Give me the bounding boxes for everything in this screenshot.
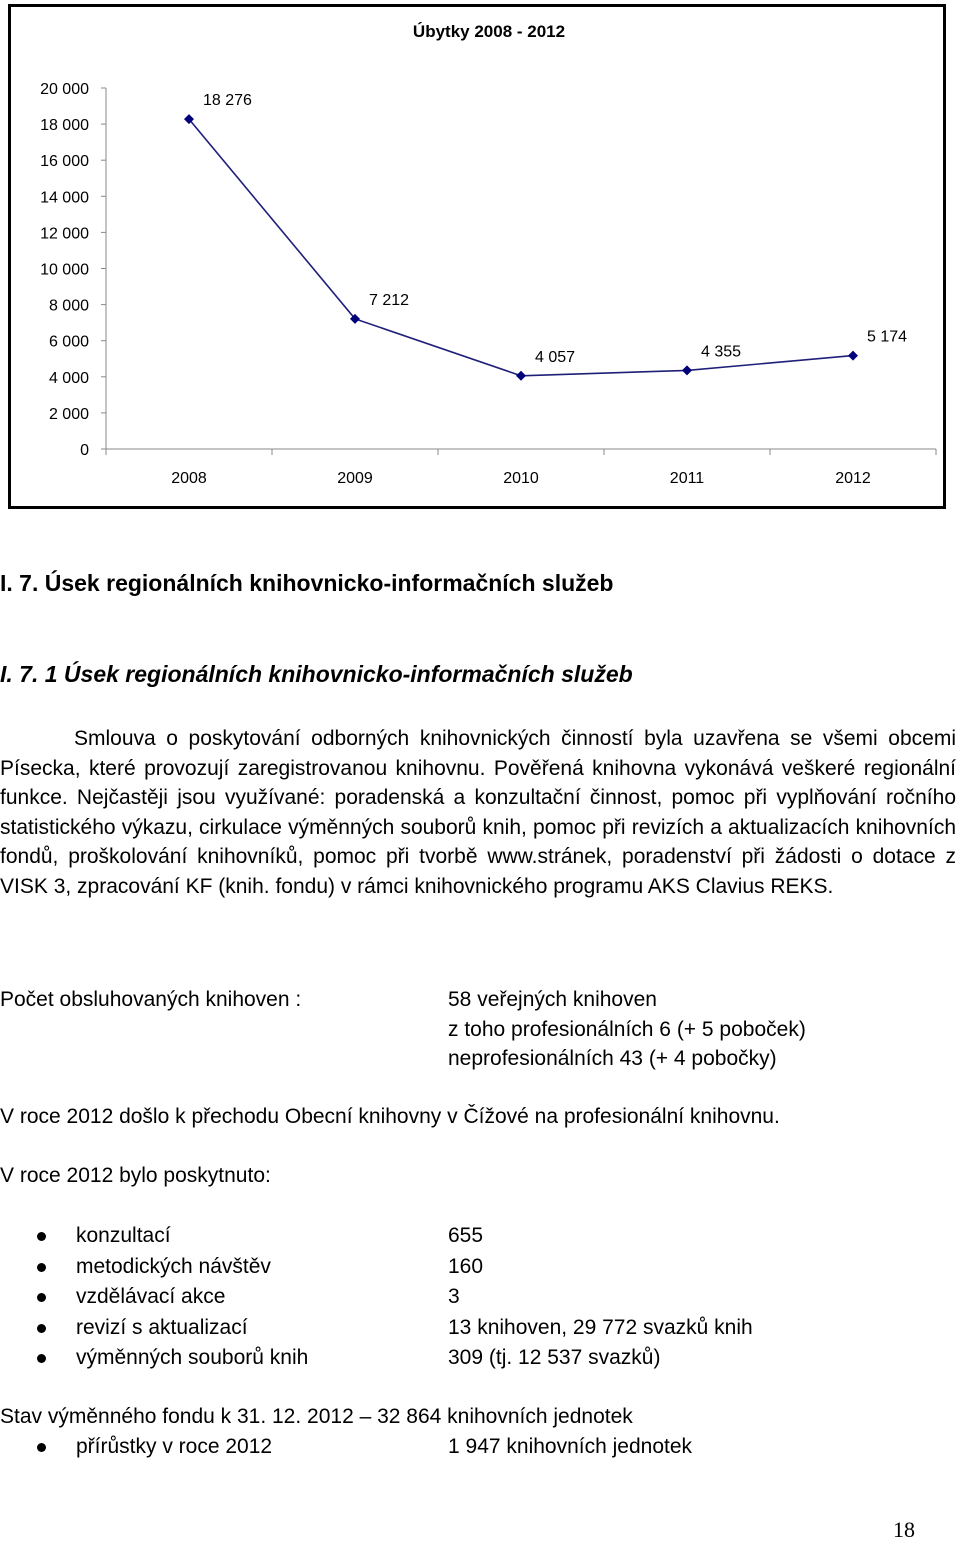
- x-tick-label: 2008: [171, 470, 207, 487]
- series-line: [189, 119, 853, 376]
- y-tick-label: 0: [80, 442, 89, 459]
- additions-label: přírůstky v roce 2012: [76, 1435, 273, 1458]
- bullet-icon: [37, 1263, 46, 1272]
- provided-intro: V roce 2012 bylo poskytnuto:: [0, 1164, 271, 1187]
- item-value: 13 knihoven, 29 772 svazků knih: [448, 1316, 753, 1339]
- item-label: metodických návštěv: [76, 1255, 271, 1278]
- y-tick-label: 14 000: [40, 189, 89, 207]
- libraries-line-2: z toho profesionálních 6 (+ 5 poboček): [448, 1018, 806, 1041]
- libraries-line-1: 58 veřejných knihoven: [448, 988, 657, 1011]
- bullet-icon: [37, 1354, 46, 1363]
- transition-note: V roce 2012 došlo k přechodu Obecní knihovny v Čížové na profesionální knihovnu.: [0, 1105, 780, 1128]
- data-label: 18 276: [203, 92, 252, 110]
- x-tick-label: 2011: [669, 470, 705, 487]
- fund-state: Stav výměnného fondu k 31. 12. 2012 – 32 864 knihovních jednotek: [0, 1405, 633, 1428]
- chart-frame: [8, 4, 946, 509]
- item-label: konzultací: [76, 1224, 171, 1247]
- intro-paragraph: [0, 724, 956, 902]
- x-tick-label: 2009: [337, 470, 373, 487]
- bullet-icon: [37, 1443, 46, 1452]
- item-value: 160: [448, 1255, 484, 1278]
- y-tick-label: 2 000: [48, 405, 89, 423]
- data-point-marker: [682, 365, 692, 375]
- x-tick-label: 2010: [503, 470, 539, 487]
- y-tick-label: 18 000: [40, 117, 89, 135]
- item-value: 3: [448, 1285, 460, 1308]
- additions-value: 1 947 knihovních jednotek: [448, 1435, 693, 1458]
- data-label: 7 212: [369, 291, 410, 309]
- y-tick-label: 4 000: [48, 369, 89, 387]
- libraries-label: Počet obsluhovaných knihoven :: [0, 988, 302, 1011]
- data-label: 5 174: [867, 328, 908, 346]
- y-tick-label: 16 000: [40, 153, 89, 171]
- data-point-marker: [848, 351, 858, 361]
- subsection-heading: I. 7. 1 Úsek regionálních knihovnicko-informačních služeb: [0, 661, 633, 687]
- section-heading: I. 7. Úsek regionálních knihovnicko-informačních služeb: [0, 570, 614, 596]
- item-label: vzdělávací akce: [76, 1285, 226, 1308]
- intro-paragraph-text: Smlouva o poskytování odborných knihovnických činností byla uzavřena se všemi obcemi Písecka, které provozují zaregistrovanou knihovnu. Pověřená knihovna vykonává veškeré regionální funkce. Nejčastěji jsou využívané: poradenská a konzultační činnost, pomoc při vyplňování ročního statistického výkazu, cirkulace výměnných souborů knih, pomoc při revizích a aktualizacích knihovních fondů, proškolování knihovníků, pomoc při tvorbě www.stránek, poradenství při žádosti o dotace z VISK 3, zpracování KF (knih. fondu) v rámci knihovnického programu AKS Clavius REKS.: [0, 727, 956, 898]
- item-label: výměnných souborů knih: [76, 1346, 309, 1369]
- chart-title: Úbytky 2008 - 2012: [412, 22, 566, 41]
- bullet-icon: [37, 1293, 46, 1302]
- x-tick-label: 2012: [835, 470, 871, 487]
- bullet-icon: [37, 1232, 46, 1241]
- page-number: 18: [893, 1517, 915, 1542]
- bullet-icon: [37, 1324, 46, 1333]
- y-tick-label: 10 000: [40, 261, 89, 279]
- y-tick-label: 12 000: [40, 225, 89, 243]
- data-label: 4 057: [535, 348, 576, 366]
- y-tick-label: 8 000: [48, 297, 89, 315]
- y-tick-label: 20 000: [40, 81, 89, 98]
- y-tick-label: 6 000: [48, 333, 89, 351]
- line-chart: [11, 7, 943, 506]
- data-point-marker: [516, 371, 526, 381]
- data-label: 4 355: [701, 343, 742, 361]
- libraries-line-3: neprofesionálních 43 (+ 4 pobočky): [448, 1047, 777, 1070]
- item-value: 655: [448, 1224, 484, 1247]
- item-value: 309 (tj. 12 537 svazků): [448, 1346, 661, 1369]
- item-label: revizí s aktualizací: [76, 1316, 248, 1339]
